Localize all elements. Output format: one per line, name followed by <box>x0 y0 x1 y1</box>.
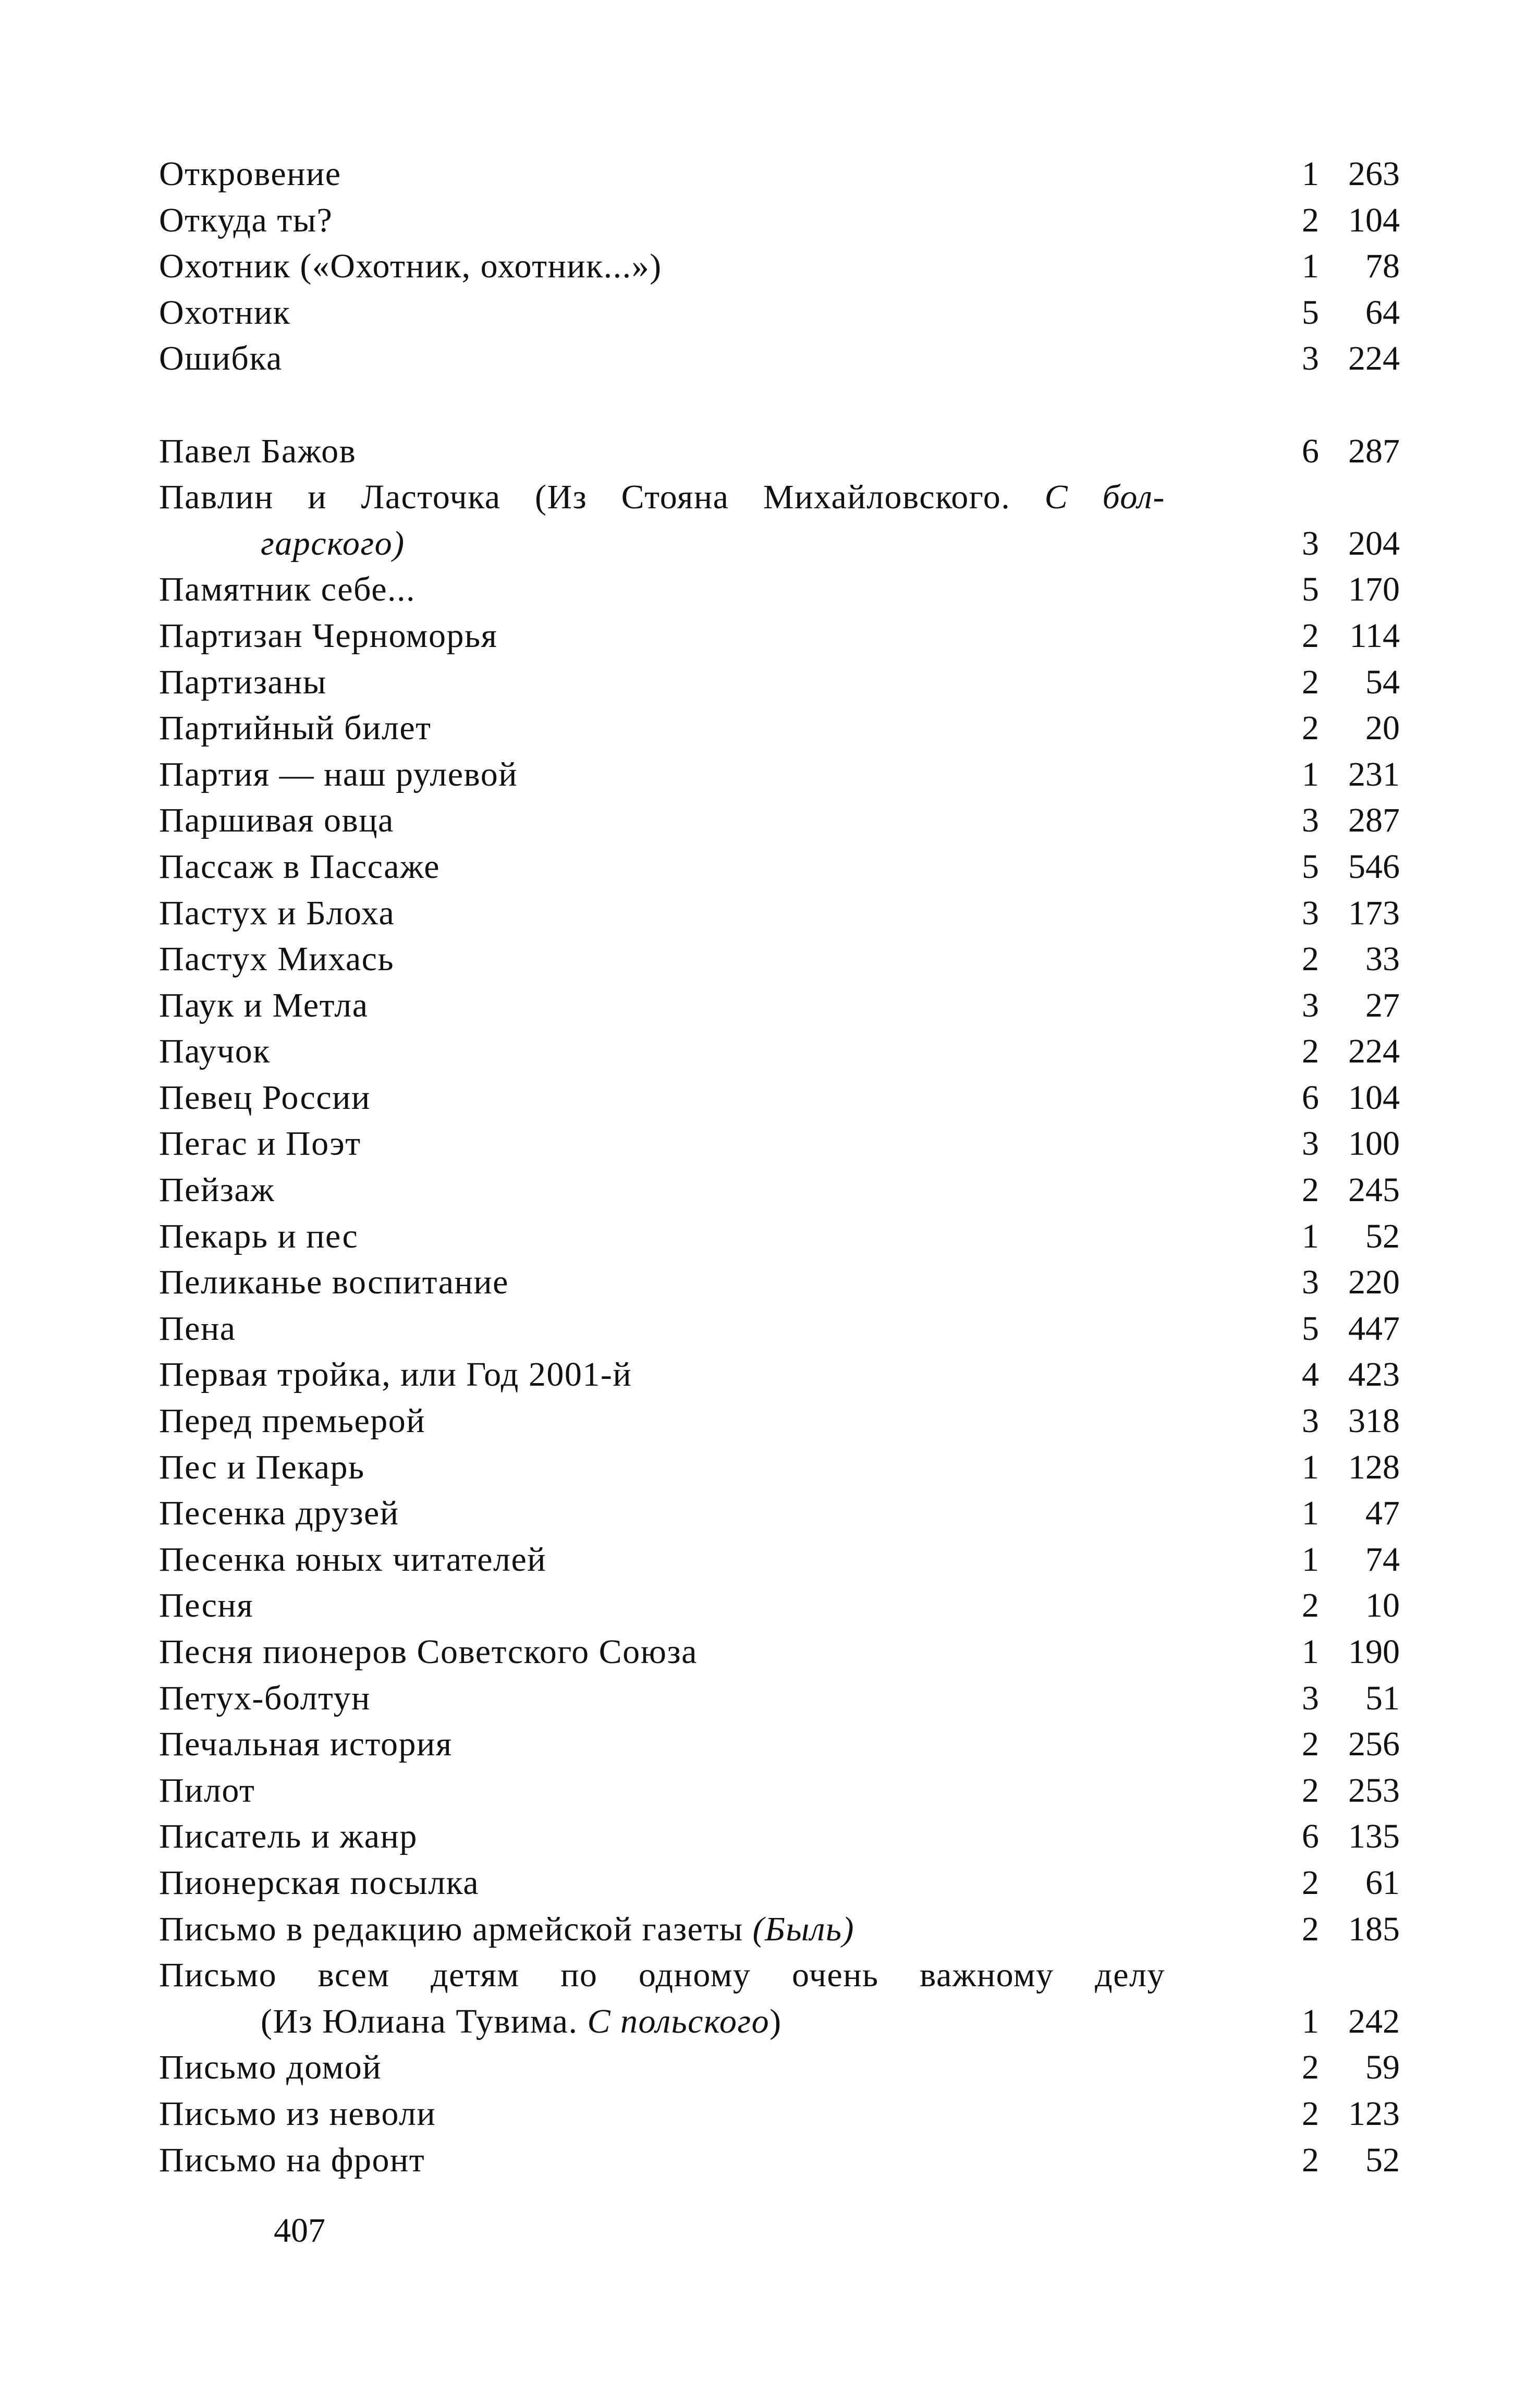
entry-page: 104 <box>1348 1078 1400 1117</box>
entry-page: 245 <box>1348 1171 1400 1209</box>
index-entry <box>159 1490 1400 1537</box>
index-entry <box>159 705 1400 752</box>
entry-title <box>159 2091 436 2137</box>
entry-volume: 6 <box>1302 432 1319 470</box>
entry-title-line2-italic: гарского) <box>261 524 405 563</box>
entry-volume: 3 <box>1302 1124 1319 1163</box>
entry-page: 224 <box>1348 339 1400 378</box>
entry-volume: 1 <box>1302 755 1319 793</box>
entry-title-text: Партизан Черноморья <box>159 616 498 655</box>
index-entry <box>159 936 1400 983</box>
entry-page: 114 <box>1349 616 1400 655</box>
entry-title-text: Певец России <box>159 1078 371 1117</box>
index-entry <box>159 474 1400 567</box>
entry-volume: 1 <box>1302 2002 1319 2040</box>
index-entry <box>159 567 1400 613</box>
entry-title <box>159 936 394 983</box>
entry-title-text: Письмо из неволи <box>159 2094 436 2133</box>
entry-title <box>159 1537 546 1583</box>
entry-page: 185 <box>1348 1910 1400 1948</box>
entry-page: 20 <box>1365 709 1400 748</box>
entry-page: 253 <box>1348 1771 1400 1810</box>
entry-page: 173 <box>1348 894 1400 932</box>
entry-volume: 2 <box>1302 2094 1319 2133</box>
entry-page: 170 <box>1348 570 1400 609</box>
entry-page: 447 <box>1348 1309 1400 1348</box>
entry-title-text: Пегас и Поэт <box>159 1124 361 1163</box>
entry-title-text: Пеликанье воспитание <box>159 1263 509 1302</box>
entry-page: 33 <box>1365 940 1400 979</box>
entry-title <box>159 1445 365 1491</box>
entry-title-italic: (Быль) <box>752 1910 854 1948</box>
entry-title <box>159 983 369 1029</box>
entry-volume: 2 <box>1302 1910 1319 1948</box>
entry-volume: 2 <box>1302 1863 1319 1902</box>
index-entry <box>159 844 1400 890</box>
entry-volume: 5 <box>1302 847 1319 886</box>
entry-title-continuation <box>261 521 405 567</box>
entry-title <box>159 1490 399 1537</box>
entry-title-text: Ошибка <box>159 339 283 378</box>
index-entry <box>159 1029 1400 1075</box>
entry-title <box>159 1121 361 1167</box>
entry-title-continuation <box>261 1999 782 2045</box>
entry-title-text: Перед премьерой <box>159 1402 426 1440</box>
index-entry <box>159 1537 1400 1583</box>
entry-title <box>159 198 333 244</box>
index-entry <box>159 1445 1400 1491</box>
entry-title <box>159 290 290 336</box>
entry-page: 52 <box>1365 2141 1400 2179</box>
entry-title-text: Откровение <box>159 155 341 193</box>
entry-volume: 6 <box>1302 1078 1319 1117</box>
entry-volume: 2 <box>1302 201 1319 239</box>
entry-volume: 3 <box>1302 1263 1319 1302</box>
entry-title <box>159 1398 425 1445</box>
entry-title <box>159 1352 632 1398</box>
entry-page: 318 <box>1348 1402 1400 1440</box>
entry-title <box>159 1029 271 1075</box>
entry-title <box>159 243 662 290</box>
entry-title-text: Письмо в редакцию армейской газеты <box>159 1910 743 1948</box>
entry-volume: 2 <box>1302 1725 1319 1764</box>
entry-title <box>159 2137 425 2184</box>
index-entry <box>159 1352 1400 1398</box>
entry-title-text: Пилот <box>159 1771 255 1810</box>
entry-title <box>159 1167 275 1214</box>
index-entry <box>159 243 1400 290</box>
index-entry <box>159 659 1400 706</box>
index-entry <box>159 890 1400 937</box>
index-entry <box>159 2091 1400 2137</box>
entry-title <box>159 1721 453 1768</box>
entry-title <box>159 1814 418 1860</box>
entry-volume: 4 <box>1302 1355 1319 1394</box>
entry-volume: 2 <box>1302 663 1319 701</box>
entry-volume: 5 <box>1302 570 1319 609</box>
index-entry <box>159 1952 1400 2045</box>
entry-page: 231 <box>1348 755 1400 793</box>
entry-page: 287 <box>1348 432 1400 470</box>
entry-title <box>159 474 1165 521</box>
entry-volume: 2 <box>1302 1771 1319 1810</box>
entry-volume: 3 <box>1302 339 1319 378</box>
entry-title <box>159 1214 358 1260</box>
entry-title-text: Павел Бажов <box>159 432 357 470</box>
entry-page: 220 <box>1348 1263 1400 1302</box>
entry-title <box>159 705 432 752</box>
entry-title <box>159 1768 255 1814</box>
entry-title-text: Писатель и жанр <box>159 1817 418 1856</box>
entry-title-text: Первая тройка, или Год 2001-й <box>159 1355 632 1394</box>
entry-page: 256 <box>1348 1725 1400 1764</box>
entry-volume: 1 <box>1302 1494 1319 1533</box>
entry-page: 104 <box>1348 201 1400 239</box>
entry-page: 47 <box>1365 1494 1400 1533</box>
entry-title-text: Песенка юных читателей <box>159 1540 547 1579</box>
index-entry <box>159 290 1400 336</box>
entry-title-text: Охотник («Охотник, охотник...») <box>159 247 662 286</box>
index-entry <box>159 1814 1400 1860</box>
entry-page: 59 <box>1365 2048 1400 2087</box>
entry-title <box>159 890 395 937</box>
entry-page: 204 <box>1348 524 1400 563</box>
index-entry <box>159 752 1400 798</box>
entry-volume: 2 <box>1302 1171 1319 1209</box>
entry-volume: 3 <box>1302 986 1319 1024</box>
entry-page: 78 <box>1365 247 1400 286</box>
index-entry <box>159 1121 1400 1167</box>
entry-title-text: Паучок <box>159 1032 271 1071</box>
index-list <box>159 151 1400 2183</box>
entry-title <box>159 1906 854 1953</box>
index-entry <box>159 1398 1400 1445</box>
index-entry <box>159 1260 1400 1306</box>
index-entry <box>159 983 1400 1029</box>
entry-title-italic: С бол- <box>1044 478 1166 517</box>
entry-volume: 3 <box>1302 894 1319 932</box>
entry-title-text: Пейзаж <box>159 1171 275 1209</box>
index-entry <box>159 1721 1400 1768</box>
entry-title-text: Партизаны <box>159 663 327 701</box>
entry-volume: 2 <box>1302 2141 1319 2179</box>
entry-volume: 2 <box>1302 1586 1319 1625</box>
entry-title <box>159 1583 253 1629</box>
entry-page: 10 <box>1365 1586 1400 1625</box>
entry-title <box>159 613 497 659</box>
entry-volume: 1 <box>1302 1448 1319 1486</box>
index-entry <box>159 1167 1400 1214</box>
entry-title-text: Охотник <box>159 293 291 332</box>
entry-title <box>159 1629 698 1676</box>
entry-page: 52 <box>1365 1217 1400 1255</box>
entry-title <box>159 1860 479 1906</box>
entry-page: 54 <box>1365 663 1400 701</box>
entry-title-text: Пастух и Блоха <box>159 894 395 932</box>
entry-page: 190 <box>1348 1633 1400 1671</box>
entry-title <box>159 1306 236 1352</box>
entry-page: 128 <box>1348 1448 1400 1486</box>
entry-volume: 1 <box>1302 247 1319 286</box>
entry-title-text: Песенка друзей <box>159 1494 399 1533</box>
entry-page: 263 <box>1348 155 1400 193</box>
entry-page: 242 <box>1348 2002 1400 2040</box>
entry-title-text: Откуда ты? <box>159 201 333 239</box>
index-entry <box>159 1906 1400 1953</box>
entry-title-text: Печальная история <box>159 1725 453 1764</box>
entry-volume: 5 <box>1302 1309 1319 1348</box>
index-entry <box>159 798 1400 844</box>
entry-title-text: Пес и Пекарь <box>159 1448 365 1486</box>
entry-title-text: Письмо домой <box>159 2048 382 2087</box>
entry-volume: 3 <box>1302 1679 1319 1717</box>
entry-volume: 1 <box>1302 1540 1319 1579</box>
entry-volume: 2 <box>1302 616 1319 655</box>
index-entry <box>159 1306 1400 1352</box>
index-entry <box>159 151 1400 198</box>
entry-title-text: Письмо на фронт <box>159 2141 425 2179</box>
index-entry <box>159 1214 1400 1260</box>
entry-title-text: Пекарь и пес <box>159 1217 359 1255</box>
entry-volume: 1 <box>1302 1633 1319 1671</box>
entry-title-text: Паук и Метла <box>159 986 369 1024</box>
entry-page: 224 <box>1348 1032 1400 1071</box>
entry-title-line2-italic: С польского <box>587 2002 770 2040</box>
entry-volume: 2 <box>1302 1032 1319 1071</box>
entry-title-text: Пассаж в Пассаже <box>159 847 441 886</box>
entry-title <box>159 429 356 475</box>
entry-page: 287 <box>1348 801 1400 840</box>
page-number: 407 <box>274 2211 325 2250</box>
entry-title <box>159 798 394 844</box>
entry-page: 100 <box>1348 1124 1400 1163</box>
entry-volume: 3 <box>1302 524 1319 563</box>
entry-title-text: Пионерская посылка <box>159 1863 480 1902</box>
entry-title <box>159 336 283 382</box>
entry-page: 123 <box>1348 2094 1400 2133</box>
entry-title <box>159 1952 1165 1999</box>
entry-title-text: Партийный билет <box>159 709 432 748</box>
entry-title-text: Песня пионеров Советского Союза <box>159 1633 698 1671</box>
entry-title <box>159 844 440 890</box>
entry-page: 64 <box>1365 293 1400 332</box>
entry-title <box>159 151 341 198</box>
entry-title-text: Павлин и Ласточка (Из Стояна Михайловского. <box>159 478 1011 517</box>
index-entry <box>159 1768 1400 1814</box>
index-entry <box>159 1860 1400 1906</box>
entry-title-text: Песня <box>159 1586 254 1625</box>
entry-title <box>159 752 518 798</box>
entry-title <box>159 1676 371 1722</box>
entry-title <box>159 659 327 706</box>
index-entry <box>159 1075 1400 1121</box>
entry-volume: 3 <box>1302 1402 1319 1440</box>
entry-page: 546 <box>1348 847 1400 886</box>
entry-page: 51 <box>1365 1679 1400 1717</box>
entry-title <box>159 2045 382 2091</box>
entry-title-text: Партия — наш рулевой <box>159 755 518 793</box>
entry-page: 27 <box>1365 986 1400 1024</box>
index-entry <box>159 613 1400 659</box>
entry-title-text: Пена <box>159 1309 236 1348</box>
index-entry <box>159 2045 1400 2091</box>
index-entry <box>159 1583 1400 1629</box>
entry-volume: 3 <box>1302 801 1319 840</box>
entry-volume: 2 <box>1302 709 1319 748</box>
index-entry <box>159 1629 1400 1676</box>
index-entry <box>159 1676 1400 1722</box>
index-entry <box>159 429 1400 475</box>
entry-volume: 5 <box>1302 293 1319 332</box>
index-entry <box>159 198 1400 244</box>
entry-page: 61 <box>1365 1863 1400 1902</box>
entry-title-text: Петух-болтун <box>159 1679 371 1717</box>
entry-volume: 1 <box>1302 155 1319 193</box>
entry-title-line2: (Из Юлиана Тувима. <box>261 2002 578 2040</box>
entry-title-text: Пастух Михась <box>159 940 395 979</box>
index-entry <box>159 336 1400 382</box>
index-entry <box>159 2137 1400 2184</box>
entry-title <box>159 1075 371 1121</box>
entry-page: 423 <box>1348 1355 1400 1394</box>
entry-title-text: Памятник себе... <box>159 570 416 609</box>
entry-title <box>159 1260 509 1306</box>
entry-volume: 6 <box>1302 1817 1319 1856</box>
entry-page: 135 <box>1348 1817 1400 1856</box>
entry-volume: 2 <box>1302 2048 1319 2087</box>
entry-title-text: Письмо всем детям по одному очень важному делу <box>159 1956 1165 1995</box>
entry-volume: 1 <box>1302 1217 1319 1255</box>
entry-title <box>159 567 416 613</box>
entry-volume: 2 <box>1302 940 1319 979</box>
entry-title-line2-end: ) <box>770 2002 782 2040</box>
entry-title-text: Паршивая овца <box>159 801 394 840</box>
entry-page: 74 <box>1365 1540 1400 1579</box>
